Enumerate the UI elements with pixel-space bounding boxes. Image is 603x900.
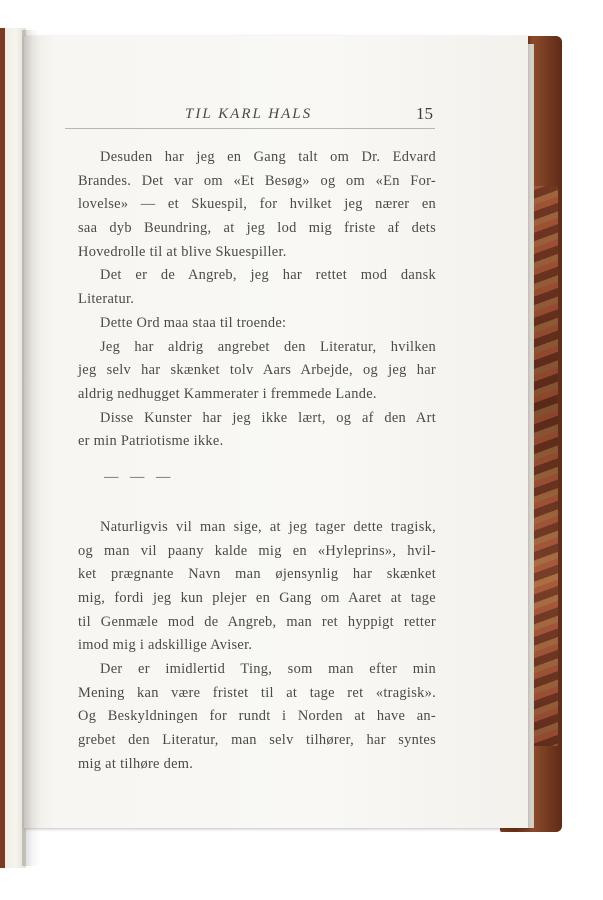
text-line: og man vil paany kalde mig en «Hyleprins», hvil-	[78, 542, 436, 559]
text-line: grebet den Literatur, man selv tilhører, har syntes	[78, 732, 436, 749]
header-rule	[65, 128, 435, 129]
section-gap	[78, 500, 436, 516]
text-block-top	[78, 146, 436, 454]
text-line: ket prægnante Navn man øjensynlig har skænket	[78, 566, 436, 583]
running-head	[65, 104, 435, 128]
text-line: Dette Ord maa staa til troende:	[100, 314, 287, 331]
paragraph	[78, 658, 436, 776]
text-line: er min Patriotisme ikke.	[78, 433, 224, 450]
paragraph	[78, 336, 436, 407]
paragraph	[78, 312, 436, 336]
paragraph	[78, 516, 436, 658]
running-title: TIL KARL HALS	[185, 106, 313, 122]
page-number: 15	[416, 104, 433, 123]
text-line: Hovedrolle til at blive Skuespiller.	[78, 243, 287, 260]
text-line: Jeg har aldrig angrebet den Literatur, hvilken	[100, 338, 436, 355]
text-line: Disse Kunster har jeg ikke lært, og af den Art	[100, 409, 436, 426]
body-text	[78, 146, 436, 777]
text-line: Desuden har jeg en Gang talt om Dr. Edvard	[100, 149, 436, 165]
page-gutter	[22, 30, 40, 866]
text-line: mig, fordi jeg kun plejer en Gang om Aaret at tage	[78, 590, 436, 606]
text-line: Brandes. Det var om «Et Besøg» og om «En For-	[78, 172, 436, 189]
text-line: Mening kan være fristet til at tage ret «tragisk».	[78, 684, 436, 701]
text-block-bottom	[78, 516, 436, 777]
paragraph	[78, 407, 436, 454]
paragraph	[78, 264, 436, 311]
text-line: imod mig i adskillige Aviser.	[78, 637, 253, 654]
paragraph	[78, 146, 436, 264]
text-line: Der er imidlertid Ting, som man efter min	[100, 661, 436, 678]
text-line: lovelse» — et Skuespil, for hvilket jeg nærer en	[78, 196, 436, 213]
text-line: til Genmæle mod de Angreb, man ret hyppigt retter	[78, 613, 436, 630]
text-line: saa dyb Beundring, at jeg lod mig friste af dets	[78, 220, 436, 237]
text-line: jeg selv har skænket tolv Aars Arbejde, og jeg har	[78, 362, 436, 379]
text-line: aldrig nedhugget Kammerater i fremmede Lande.	[78, 385, 377, 402]
text-line: Det er de Angreb, jeg har rettet mod dansk	[100, 267, 436, 284]
text-line: Naturligvis vil man sige, at jeg tager dette tragisk,	[100, 518, 436, 535]
section-separator: — — —	[104, 468, 175, 485]
text-line: Literatur.	[78, 291, 135, 308]
text-line: mig at tilhøre dem.	[78, 755, 194, 772]
text-line: Og Beskyldningen for rundt i Norden at have an-	[78, 708, 436, 725]
